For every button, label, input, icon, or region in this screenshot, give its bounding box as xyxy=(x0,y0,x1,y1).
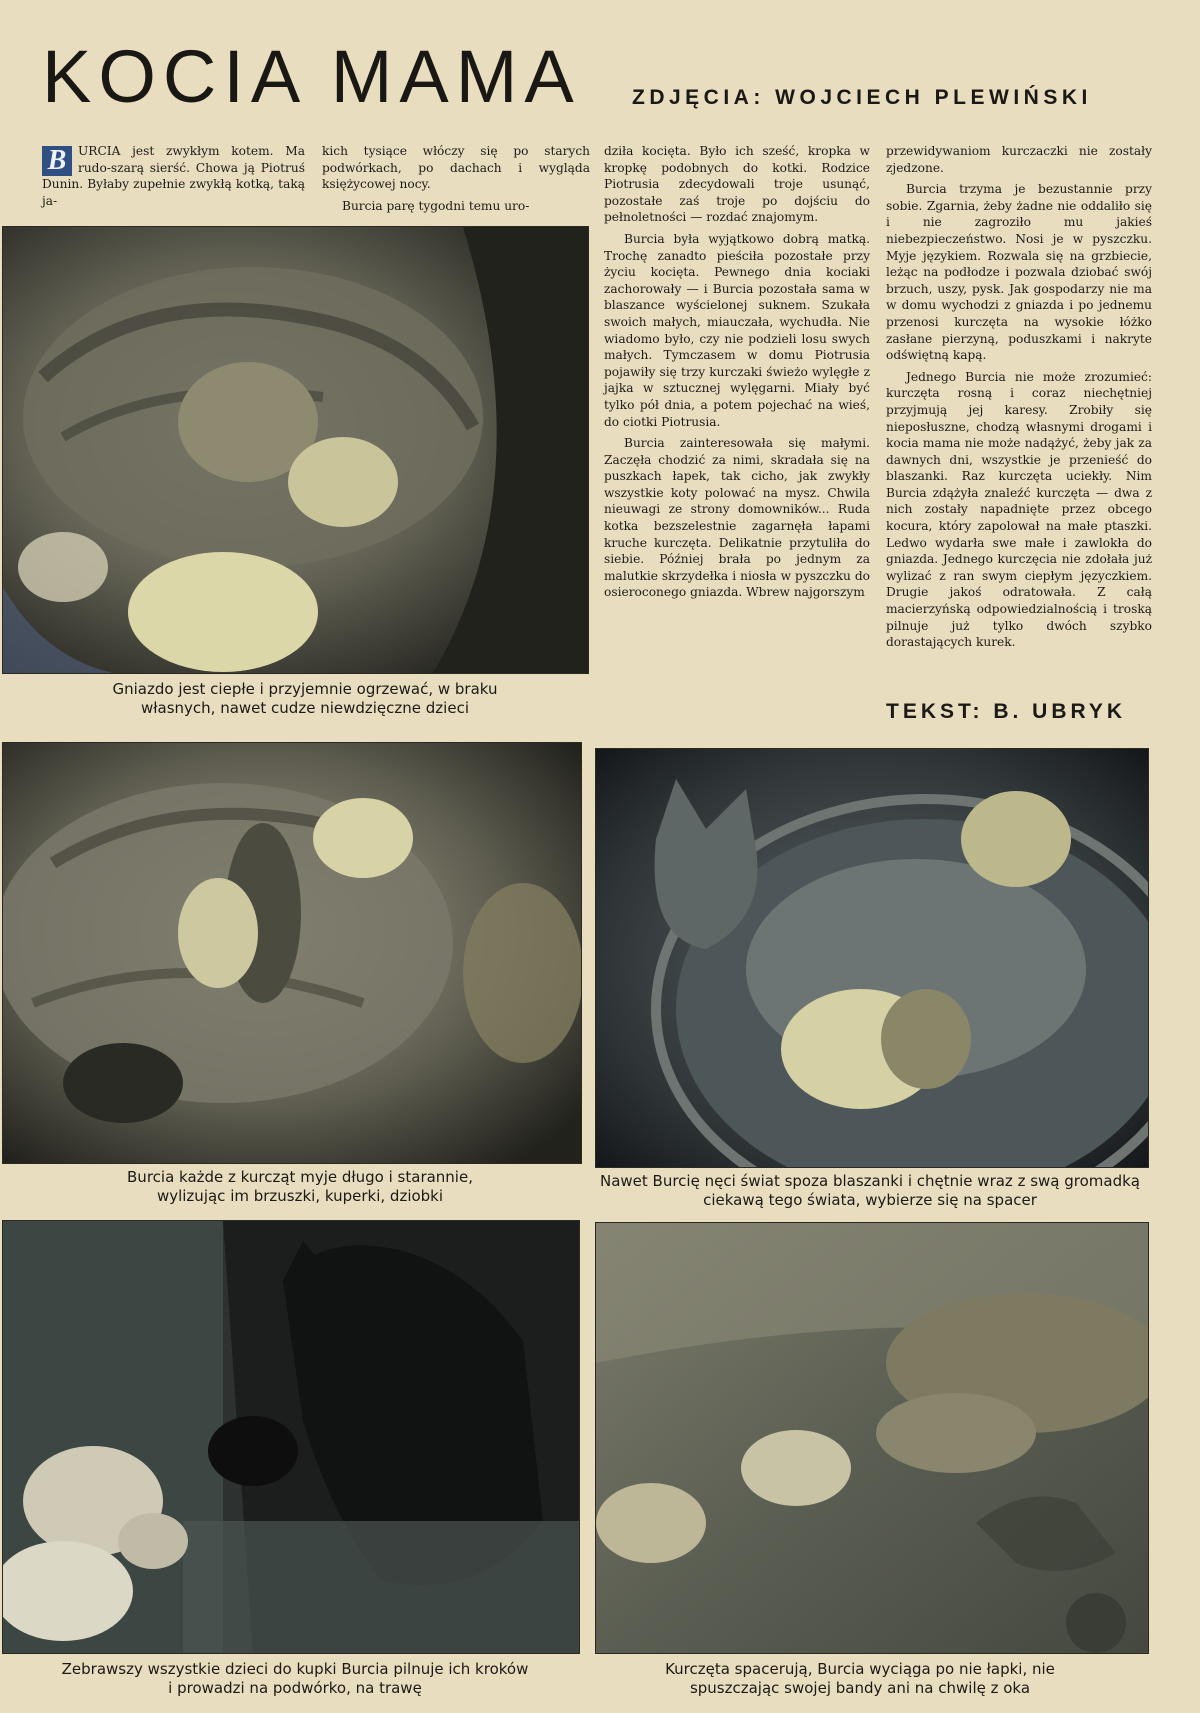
article-paragraph: przewidywaniom kurczaczki nie zostały zjedzone. xyxy=(886,144,1152,175)
article-paragraph: URCIA jest zwykłym kotem. Ma rudo-szarą sierść. Chowa ją Piotruś Dunin. Byłaby zupełnie zwykłą kotką, taką ja- xyxy=(42,144,305,208)
photo-caption: Kurczęta spacerują, Burcia wyciąga po nie łapki, nie spuszczając swojej bandy ani na chwilę z oka xyxy=(665,1660,1055,1697)
photo-cat-guarding-chicks xyxy=(2,1220,580,1654)
photo-chicks-walking xyxy=(595,1222,1149,1654)
text-credit: TEKST: B. UBRYK xyxy=(886,700,1127,723)
photo-caption: Gniazdo jest ciepłe i przyjemnie ogrzewać, w braku własnych, nawet cudze niewdzięczne dzieci xyxy=(112,680,498,717)
article-paragraph: Burcia zainteresowała się małymi. Zaczęła chodzić za nimi, skradała się na puszkach łapek, tak cicho, jak zwykły wszystkie koty polować na mysz. Chwila nieuwagi ze strony domowników... Ruda kotka bezszelestnie zagarnęła łapami kruche kurczęta. Delikatnie przytuliła do siebie. Później brała po jednym za malutkie skrzydełka i niosła w pyszczku do osieroconego gniazda. Wbrew najgorszym xyxy=(604,436,870,600)
article-column-3 xyxy=(604,143,870,606)
article-paragraph: Burcia parę tygodni temu uro- xyxy=(342,198,530,213)
photo-caption: Burcia każde z kurcząt myje długo i starannie, wylizując im brzuszki, kuperki, dziobki xyxy=(127,1168,473,1205)
article-paragraph: Jednego Burcia nie może zrozumieć: kurczęta rosną i coraz niechętniej przyjmują jej karesy. Zrobiły się nieposłuszne, chodzą własnymi drogami i kocia mama nie może nadążyć, żeby jak za dawnych dni, wszystkie je przenieść do blaszanki. Raz kurczęta uciekły. Nim Burcia zdążyła znaleźć kurczęta — dwa z nich zostały napadnięte przez obcego kocura, który zapolował na małe ptaszki. Ledwo wydarła swe małe i zawlokła do gniazda. Jednego kurczęcia nie zdołała już wylizać z ran swym ciepłym języczkiem. Drugie jakoś odratowała. Z całą macierzyńską odpowiedzialnością i troską pilnuje już tylko dwóch szybko dorastających kurek. xyxy=(886,369,1152,650)
dropcap-letter: B xyxy=(42,146,72,176)
photo-caption: Nawet Burcię nęci świat spoza blaszanki i chętnie wraz z swą gromadką ciekawą tego świata, wybierze się na spacer xyxy=(599,1172,1140,1209)
article-paragraph: kich tysiące włóczy się po starych podwórkach, po dachach i wygląda księżycowej nocy. xyxy=(322,144,590,192)
photo-cat-in-tin-looking-out xyxy=(595,748,1149,1168)
article-column-2 xyxy=(322,143,590,219)
photo-cat-with-chicks-in-tin xyxy=(2,226,589,674)
article-column-4 xyxy=(886,143,1152,656)
photo-credit: ZDJĘCIA: WOJCIECH PLEWIŃSKI xyxy=(632,86,1092,109)
article-paragraph: Burcia trzyma je bezustannie przy sobie. Zgarnia, żeby żadne nie oddaliło się i nie zagroziło mu jakieś niebezpieczeństwo. Nosi je w pyszczku. Myje językiem. Rozwala się na grzbiecie, leżąc na podłodze i pozwala dziobać swój brzuch, uszy, pysk. Jak gospodarzy nie ma w domu wychodzi z gniazda i po jednemu przenosi kurczęta na wysokie łóżko zasłane pierzyną, poduszkami i nakryte odświętną kapą. xyxy=(886,182,1152,363)
article-paragraph: Burcia była wyjątkowo dobrą matką. Trochę zanadto pieściła pozostałe przy życiu kocięta. Pewnego dnia kociaki zachorowały — i Burcia pozostała sama w blaszance wyścielonej suknem. Szukała swoich małych, miauczała, wychudła. Nie wiadomo było, czy nie podzieli losu swych małych. Tymczasem w domu Piotrusia pojawiły się trzy kurczaki świeżo wylęgłe z jajka w sztucznej wylęgarni. Miały być tylko pół dnia, a potem pojechać na wieś, do ciotki Piotrusia. xyxy=(604,231,870,429)
photo-cat-licking-chicks xyxy=(2,742,582,1164)
page-title: KOCIA MAMA xyxy=(42,35,581,118)
photo-caption: Zebrawszy wszystkie dzieci do kupki Burcia pilnuje ich kroków i prowadzi na podwórko, na trawę xyxy=(61,1660,529,1697)
article-paragraph: dziła kocięta. Było ich sześć, kropka w kropkę podobnych do kotki. Rodzice Piotrusia zdecydowali troje usunąć, pozostałe zaś troje po dojściu do pełnoletności — rozdać znajomym. xyxy=(604,144,870,225)
article-column-1 xyxy=(42,143,305,209)
